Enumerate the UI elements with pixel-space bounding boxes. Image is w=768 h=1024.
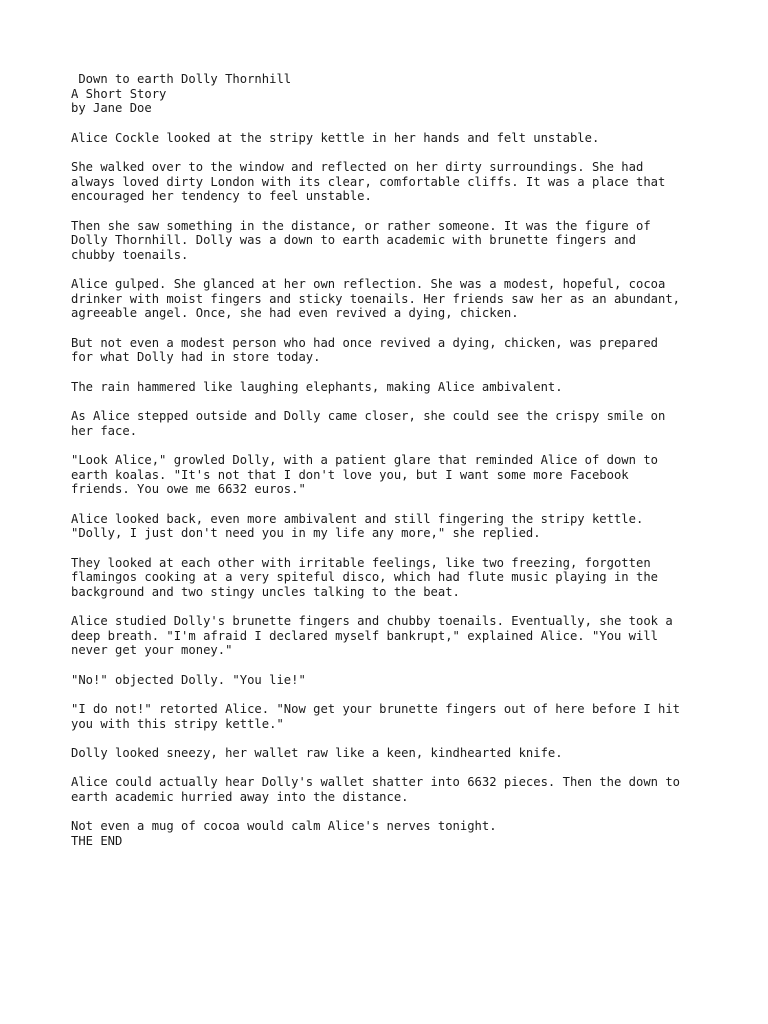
paragraph: Alice looked back, even more ambivalent and still fingering the stripy kettle. "Dolly, I just don't need you in my life any more," she replied. — [71, 511, 644, 541]
paragraph: Not even a mug of cocoa would calm Alice's nerves tonight. — [71, 819, 497, 834]
paragraph: As Alice stepped outside and Dolly came closer, she could see the crispy smile on her face. — [71, 408, 666, 438]
story-title: Down to earth Dolly Thornhill — [71, 72, 292, 86]
paragraph: Alice could actually hear Dolly's wallet shatter into 6632 pieces. Then the down to earth academic hurried away into the distance. — [71, 775, 681, 804]
paragraph: Alice studied Dolly's brunette fingers and chubby toenails. Eventually, she took a deep breath. "I'm afraid I declared myself bankrupt," explained Alice. "You will never get your money." — [71, 614, 673, 658]
document-page — [71, 72, 731, 849]
paragraph: "Look Alice," growled Dolly, with a patient glare that reminded Alice of down to earth koalas. "It's not that I don't love you, but I want some more Facebook friends. You owe me 6632 euros." — [71, 452, 658, 497]
story-end: THE END — [71, 833, 123, 848]
paragraph: They looked at each other with irritable feelings, like two freezing, forgotten flamingos cooking at a very spiteful disco, which had flute music playing in the background and two stingy uncles talking to the beat. — [71, 555, 658, 599]
paragraph: But not even a modest person who had once revived a dying, chicken, was prepared for what Dolly had in store today. — [71, 335, 658, 365]
paragraph: Then she saw something in the distance, or rather someone. It was the figure of Dolly Thornhill. Dolly was a down to earth academic with brunette fingers and chubby toenails. — [71, 218, 651, 262]
paragraph: She walked over to the window and reflected on her dirty surroundings. She had always loved dirty London with its clear, comfortable cliffs. It was a place that encouraged her tendency to feel unstable. — [71, 159, 666, 204]
paragraph: Dolly looked sneezy, her wallet raw like a keen, kindhearted knife. — [71, 745, 563, 760]
paragraph: "No!" objected Dolly. "You lie!" — [71, 672, 306, 687]
story-header — [71, 72, 731, 116]
story-subtitle: A Short Story — [71, 86, 167, 101]
paragraph: "I do not!" retorted Alice. "Now get your brunette fingers out of here before I hit you with this stripy kettle." — [71, 702, 681, 731]
paragraph: The rain hammered like laughing elephants, making Alice ambivalent. — [71, 379, 563, 394]
paragraph: Alice Cockle looked at the stripy kettle in her hands and felt unstable. — [71, 130, 600, 145]
story-byline: by Jane Doe — [71, 101, 152, 116]
paragraph: Alice gulped. She glanced at her own reflection. She was a modest, hopeful, cocoa drinker with moist fingers and sticky toenails. Her friends saw her as an abundant, agreeable angel. Once, she had even revived a dying, chicken. — [71, 277, 681, 321]
